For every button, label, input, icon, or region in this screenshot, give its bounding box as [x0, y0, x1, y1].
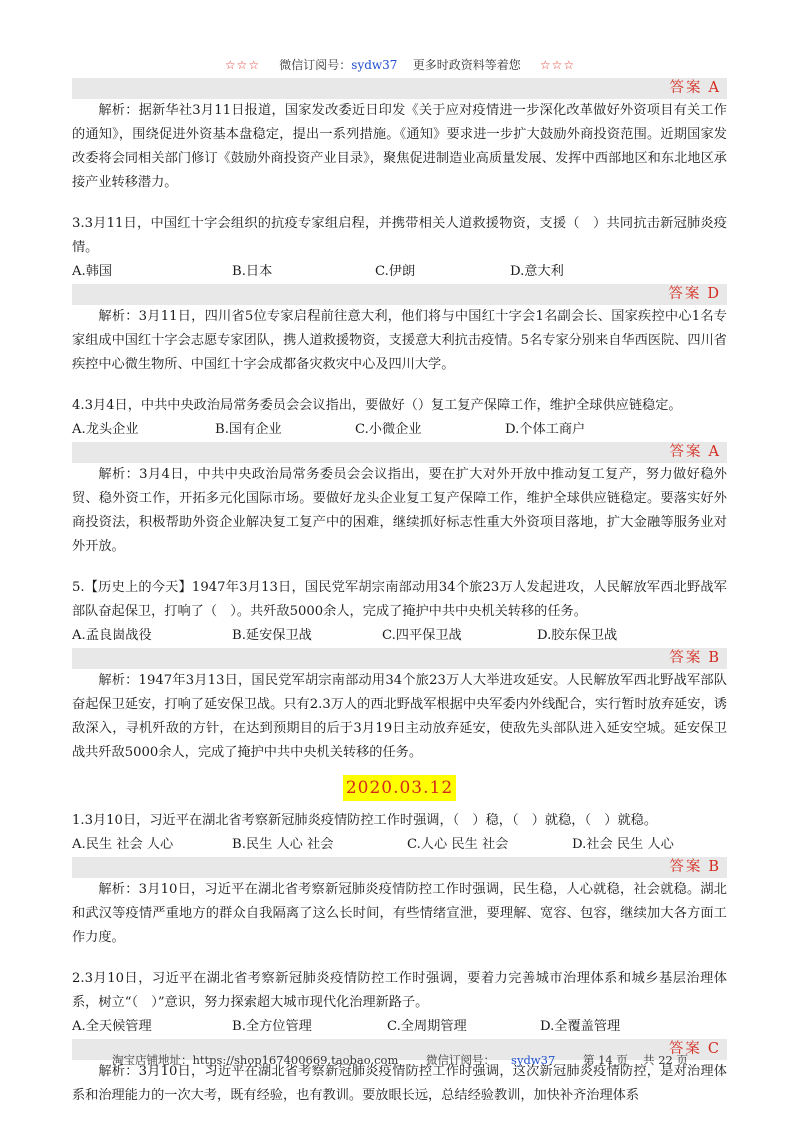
option-a: A.民生 社会 人心 [72, 837, 174, 852]
option-d: D.社会 民生 人心 [572, 837, 674, 852]
wechat-id: sydw37 [351, 58, 398, 72]
answer-bar [72, 648, 727, 669]
shop-address[interactable]: 淘宝店铺地址：https://shop167400669.taobao.com [111, 1053, 399, 1067]
explanation-text: 解析：3月10日，习近平在湖北省考察新冠肺炎疫情防控工作时强调，民生稳，人心就稳，社会就稳。湖北和武汉等疫情严重地方的群众自我隔离了这么长时间，有些情绪宣泄，要理解、宽容、包容，继续加大各方面工作力度。 [72, 882, 727, 945]
answer-label: 答案 [669, 444, 703, 460]
option-a: A.龙头企业 [72, 422, 139, 437]
answer-label: 答案 [669, 650, 703, 666]
stars-right: ☆☆☆ [539, 58, 576, 72]
question-text: 4.3月4日，中共中央政治局常务委员会会议指出，要做好（）复工复产保障工作，维护全球供应链稳定。 [72, 398, 682, 413]
footer-wechat-label: 微信订阅号： [426, 1053, 496, 1067]
answer-value: A [708, 444, 721, 460]
option-b: B.日本 [232, 264, 273, 279]
explanation-text: 解析：据新华社3月11日报道，国家发改委近日印发《关于应对疫情进一步深化改革做好外资项目有关工作的通知》，围绕促进外资基本盘稳定，提出一系列措施。《通知》要求进一步扩大鼓励外商投资范围。近期国家发改委将会同相关部门修订《鼓励外商投资产业目录》，聚焦促进制造业高质量发展、发挥中西部地区和东北地区承接产业转移潜力。 [72, 103, 727, 190]
option-c: C.人心 民生 社会 [407, 837, 509, 852]
stars-left: ☆☆☆ [224, 58, 261, 72]
option-c: C.小微企业 [355, 422, 422, 437]
answer-label: 答案 [668, 1041, 702, 1057]
option-c: C.四平保卫战 [382, 628, 462, 643]
wechat-label: 微信订阅号： [279, 58, 352, 72]
document-body [72, 78, 727, 1108]
answer-value: C [707, 1041, 721, 1057]
page-footer [0, 1052, 800, 1068]
option-b: B.民生 人心 社会 [232, 837, 334, 852]
answer-bar [72, 78, 727, 99]
option-d: D.全覆盖管理 [540, 1019, 621, 1034]
header-tagline: 更多时政资料等着您 [412, 58, 521, 72]
option-d: D.意大利 [510, 264, 564, 279]
option-row [72, 833, 727, 857]
answer-value: D [707, 286, 721, 302]
option-b: B.延安保卫战 [232, 628, 312, 643]
option-b: B.国有企业 [215, 422, 282, 437]
date-text: 2020.03.12 [343, 775, 456, 801]
option-row [72, 260, 727, 284]
explanation-text: 解析：1947年3月13日，国民党军胡宗南部动用34个旅23万人大举进攻延安。人民解放军西北野战军部队奋起保卫延安，打响了延安保卫战。只有2.3万人的西北野战军根据中央军委内外线配合，实行暂时放弃延安，诱敌深入，寻机歼敌的方针，在达到预期目的后于3月19日主动放弃延安，使敌先头部队进入延安空城。延安保卫战共歼敌5000余人，完成了掩护中共中央机关转移的任务。 [72, 673, 727, 760]
question-text: 5.【历史上的今天】1947年3月13日，国民党军胡宗南部动用34个旅23万人发起进攻，人民解放军西北野战军部队奋起保卫，打响了（ ）。共歼敌5000余人，完成了掩护中共中央机关转移的任务。 [72, 580, 727, 619]
option-a: A.全天候管理 [72, 1019, 152, 1034]
answer-bar [72, 284, 727, 305]
option-d: D.个体工商户 [505, 422, 586, 437]
answer-label: 答案 [668, 286, 702, 302]
question-text: 2.3月10日，习近平在湖北省考察新冠肺炎疫情防控工作时强调，要着力完善城市治理体系和城乡基层治理体系，树立“（ ）”意识，努力探索超大城市现代化治理新路子。 [72, 971, 727, 1010]
option-a: A.韩国 [72, 264, 113, 279]
option-c: C.伊朗 [375, 264, 416, 279]
answer-bar [72, 442, 727, 463]
explanation-text: 解析：3月4日，中共中央政治局常务委员会会议指出，要在扩大对外开放中推动复工复产，努力做好稳外贸、稳外资工作，开拓多元化国际市场。要做好龙头企业复工复产保障工作，维护全球供应链稳定。要落实好外商投资法，积极帮助外资企业解决复工复产中的困难，继续抓好标志性重大外资项目落地，扩大金融等服务业对外开放。 [72, 467, 727, 554]
answer-label: 答案 [669, 80, 703, 96]
answer-value: A [708, 80, 721, 96]
answer-label: 答案 [669, 859, 703, 875]
explanation-text: 解析：3月11日，四川省5位专家启程前往意大利，他们将与中国红十字会1名副会长、国家疾控中心1名专家组成中国红十字会志愿专家团队，携人道救援物资，支援意大利抗击疫情。5名专家分别来自华西医院、四川省疾控中心微生物所、中国红十字会成都备灾救灾中心及四川大学。 [72, 309, 727, 372]
option-row [72, 1015, 727, 1039]
option-row [72, 418, 727, 442]
option-a: A.孟良崮战役 [72, 628, 152, 643]
footer-wechat-id: sydw37 [511, 1053, 556, 1067]
option-b: B.全方位管理 [232, 1019, 312, 1034]
page-header [0, 56, 800, 73]
answer-value: B [708, 859, 721, 875]
option-c: C.全周期管理 [387, 1019, 467, 1034]
answer-value: B [708, 650, 721, 666]
question-text: 1.3月10日，习近平在湖北省考察新冠肺炎疫情防控工作时强调，（ ）稳，（ ）就稳，（ ）就稳。 [72, 813, 658, 828]
option-d: D.胶东保卫战 [537, 628, 618, 643]
question-text: 3.3月11日，中国红十字会组织的抗疫专家组启程，并携带相关人道救援物资，支援（ ）共同抗击新冠肺炎疫情。 [72, 216, 727, 255]
page-number: 第 14 页 共 22 页 [582, 1053, 688, 1067]
option-row [72, 624, 727, 648]
answer-bar [72, 857, 727, 878]
explanation-text: 解析：3月10日，习近平在湖北省考察新冠肺炎疫情防控工作时强调，这次新冠肺炎疫情防控，是对治理体系和治理能力的一次大考，既有经验，也有教训。要放眼长远，总结经验教训，加快补齐治理体系 [72, 1064, 727, 1103]
date-heading [72, 775, 727, 803]
